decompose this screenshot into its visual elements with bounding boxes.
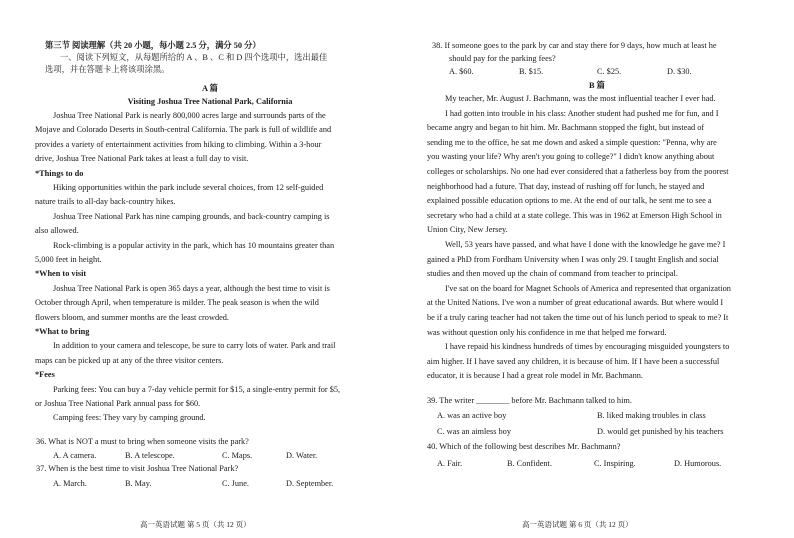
passage-line: neighborhood had a future. That day, instead of rushing off for lunch, he stayed and xyxy=(427,181,705,191)
passage-line: My teacher, Mr. August J. Bachmann, was the most influential teacher I ever had. xyxy=(445,94,716,103)
right-page xyxy=(397,0,794,538)
passage-line: colleges or scholarships. No one had ever considered that a fatherless boy from the poorest xyxy=(427,167,729,176)
passage-line: Rock-climbing is a popular activity in the park, which has 10 mountains greater than xyxy=(53,240,335,250)
passage-line: maps can be picked up at any of the three visitor centers. xyxy=(35,355,224,365)
question-38-cont: should pay for the parking fees? xyxy=(449,54,556,63)
passage-line: I've sat on the board for Magnet Schools of America and represented that organization xyxy=(445,283,731,293)
passage-line: Joshua Tree National Park has nine camping grounds, and back-country camping is xyxy=(53,211,330,221)
passage-line: October through April, when temperature is milder. The peak season is when the wild xyxy=(35,298,319,308)
passage-line: you wasting your life? Why aren't you going to college?" I didn't know anything about xyxy=(427,152,715,162)
q37-option-a: A. March. xyxy=(53,479,87,488)
q39-option-d: D. would get punished by his teachers xyxy=(597,427,724,436)
passage-line: In addition to your camera and telescope, be sure to carry lots of water. Park and trail xyxy=(53,341,336,351)
passage-line: Camping fees: They vary by camping ground. xyxy=(53,413,206,423)
q36-option-c: C. Maps. xyxy=(222,451,253,460)
page-footer-right: 高一英语试题 第 6 页（共 12 页） xyxy=(522,520,633,529)
q38-option-b: B. $15. xyxy=(519,67,544,76)
passage-line: drive, Joshua Tree National Park takes at least a full day to visit. xyxy=(35,154,249,164)
passage-line: 5,000 feet in height. xyxy=(35,255,102,264)
passage-line: Joshua Tree National Park is nearly 800,000 acres large and surrounds parts of the xyxy=(53,111,326,120)
passage-line: aim higher. If I have saved any children, it is because of him. If I have been a successful xyxy=(427,356,720,366)
passage-line: at the United Nations. I've won a number of great educational awards. But where would I xyxy=(427,298,724,308)
section-heading: *What to bring xyxy=(35,327,90,336)
question-36: 36. What is NOT a must to bring when someone visits the park? xyxy=(36,437,249,446)
instruction-line: 选项，并在答题卡上将该项涂黑。 xyxy=(45,65,170,74)
passage-line: nature trails to all-day back-country hikes. xyxy=(35,197,176,207)
passage-line: also allowed. xyxy=(35,226,79,236)
question-38: 38. If someone goes to the park by car and stay there for 9 days, how much at least he xyxy=(432,41,717,50)
q39-option-a: A. was an active boy xyxy=(437,411,507,420)
passage-line: was without question only his confidence in me that helped me forward. xyxy=(427,327,667,337)
passage-line: or Joshua Tree National Park annual pass for $60. xyxy=(35,399,201,408)
passage-line: educator, it is because I had a great role model in Mr. Bachmann. xyxy=(427,371,644,381)
q38-option-a: A. $60. xyxy=(449,67,474,76)
passage-line: Parking fees: You can buy a 7-day vehicle permit for $15, a single-entry permit for $5, xyxy=(53,384,341,394)
passage-line: be if a truly caring teacher had not taken the time out of his lunch period to speak to me? It xyxy=(427,313,729,322)
passage-line: became angry and began to hit him. Mr. Bachmann stopped the fight, but instead of xyxy=(427,123,705,133)
section-title: 第三节 阅读理解（共 20 小题，每小题 2.5 分，满分 50 分） xyxy=(45,41,261,50)
passage-line: gained a PhD from Fordham University when I was only 29. I taught English and social xyxy=(427,254,719,264)
passage-line: flowers bloom, and summer months are the least crowded. xyxy=(35,312,230,322)
passage-line: Union City, New Jersey. xyxy=(427,225,508,235)
question-37: 37. When is the best time to visit Joshua Tree National Park? xyxy=(36,464,239,473)
question-40: 40. Which of the following best describes Mr. Bachmann? xyxy=(427,442,621,451)
passage-a-title: Visiting Joshua Tree National Park, California xyxy=(127,97,293,106)
passage-line: Mojave and Colorado Deserts in South-central California. The park is full of wildlife and xyxy=(35,125,332,135)
q37-option-d: D. September. xyxy=(286,479,334,488)
passage-b-label: B 篇 xyxy=(589,81,605,90)
q36-option-a: A. A camera. xyxy=(53,451,97,460)
q38-option-c: C. $25. xyxy=(597,67,622,76)
passage-a-label: A 篇 xyxy=(202,84,218,93)
q37-option-c: C. June. xyxy=(222,479,249,488)
q39-option-c: C. was an aimless boy xyxy=(437,427,511,436)
page-footer-left: 高一英语试题 第 5 页（共 12 页） xyxy=(140,520,251,529)
q40-option-c: C. Inspiring. xyxy=(594,459,636,468)
section-heading: *Things to do xyxy=(35,168,84,178)
q37-option-b: B. May. xyxy=(125,479,152,488)
q36-option-d: D. Water. xyxy=(286,451,318,460)
q40-option-b: B. Confident. xyxy=(507,459,552,468)
passage-line: studies and then moved up the chain of command from teacher to principal. xyxy=(427,269,678,279)
section-heading: *When to visit xyxy=(35,269,87,279)
passage-line: Well, 53 years have passed, and what have I done with the knowledge he gave me? I xyxy=(445,240,726,249)
passage-line: Hiking opportunities within the park include several choices, from 12 self-guided xyxy=(53,183,324,192)
q40-option-a: A. Fair. xyxy=(437,459,463,468)
passage-line: provides a variety of entertainment activities from hiking to climbing. Within a 3-hour xyxy=(35,139,322,149)
section-heading: *Fees xyxy=(35,370,55,380)
q36-option-b: B. A telescope. xyxy=(125,451,175,460)
passage-line: explained possible education options to me. At the end of our talk, he sent me to see a xyxy=(427,196,712,206)
passage-line: I had gotten into trouble in his class: Another student had pushed me for fun, and I xyxy=(445,108,719,118)
passage-line: sending me to the office, he sat me down and asked a simple question: "Penna, why are xyxy=(427,137,717,147)
q40-option-d: D. Humorous. xyxy=(674,459,722,468)
passage-line: I have repaid his kindness hundreds of times by encouraging misguided youngsters to xyxy=(445,342,730,352)
passage-line: secretary who had a child at a state college. This was in 1962 at Emerson High School in xyxy=(427,210,722,220)
q39-option-b: B. liked making troubles in class xyxy=(597,411,706,420)
q38-option-d: D. $30. xyxy=(667,67,692,76)
question-39: 39. The writer ________ before Mr. Bachmann talked to him. xyxy=(427,396,632,405)
passage-line: Joshua Tree National Park is open 365 days a year, although the best time to visit is xyxy=(53,283,330,293)
instruction-line: 一、阅读下列短文，从每题所给的 A 、B 、C 和 D 四个选项中，选出最佳 xyxy=(60,53,328,62)
